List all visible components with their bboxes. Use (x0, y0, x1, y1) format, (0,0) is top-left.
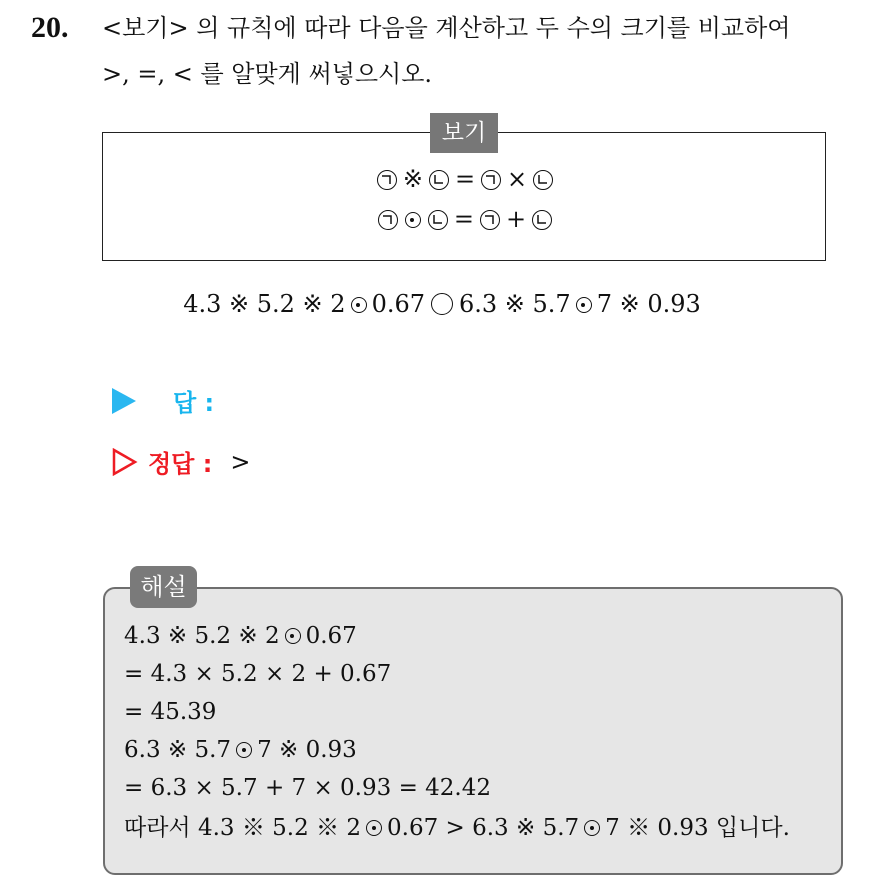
expression-left-part2: 0.67 (371, 290, 425, 318)
circled-dot-operator-icon (576, 297, 592, 313)
question-text-line1: <보기> 의 규칙에 따라 다음을 계산하고 두 수의 크기를 비교하여 (102, 14, 791, 42)
expression-right-part2: 7 ※ 0.93 (596, 290, 701, 318)
circled-nieun-icon (429, 170, 449, 190)
solution-line-4-part1: 6.3 ※ 5.7 (124, 737, 232, 763)
circled-nieun-icon (532, 210, 552, 230)
rule-equals: = (453, 205, 474, 233)
play-arrow-icon (112, 388, 136, 414)
answer-blank-circle[interactable] (431, 293, 453, 315)
example-rule-add (103, 203, 827, 235)
solution-line-2: = 4.3 × 5.2 × 2 + 0.67 (124, 661, 392, 687)
circled-dot-operator-icon (285, 628, 301, 644)
solution-line-1-part1: 4.3 ※ 5.2 ※ 2 (124, 623, 280, 649)
rule-operator: ※ (402, 165, 423, 193)
circled-nieun-icon (428, 210, 448, 230)
solution-line-1 (124, 620, 357, 652)
hollow-arrow-icon (112, 448, 138, 476)
circled-dot-operator-icon (236, 742, 252, 758)
solution-line-6-part1: 따라서 4.3 ※ 5.2 ※ 2 (124, 815, 361, 841)
circled-nieun-icon (533, 170, 553, 190)
answer-label: 답 : (173, 389, 215, 417)
solution-line-1-part2: 0.67 (305, 623, 357, 649)
circled-dot-operator-icon (405, 212, 421, 228)
circled-dot-operator-icon (366, 820, 382, 836)
answer-row (112, 383, 214, 418)
question-text-line2: >, =, < 를 알맞게 써넣으시오. (102, 60, 433, 88)
circled-giyeok-icon (378, 210, 398, 230)
example-tab-label: 보기 (430, 113, 498, 153)
solution-tab-label: 해설 (130, 566, 197, 608)
circled-dot-operator-icon (584, 820, 600, 836)
circled-giyeok-icon (481, 170, 501, 190)
circled-giyeok-icon (480, 210, 500, 230)
comparison-expression (0, 286, 884, 322)
solution-line-6-part3: 7 ※ 0.93 입니다. (605, 815, 790, 841)
expression-left-part1: 4.3 ※ 5.2 ※ 2 (183, 290, 346, 318)
solution-line-4-part2: 7 ※ 0.93 (257, 737, 357, 763)
example-rule-multiply (103, 163, 827, 195)
rule-times: × (507, 165, 528, 193)
solution-line-4 (124, 734, 357, 766)
solution-line-6-part2: 0.67 > 6.3 ※ 5.7 (387, 815, 580, 841)
correct-answer-row (112, 444, 250, 479)
rule-equals: = (454, 165, 476, 193)
circled-dot-operator-icon (351, 297, 367, 313)
solution-line-5: = 6.3 × 5.7 + 7 × 0.93 = 42.42 (124, 775, 492, 801)
solution-line-3: = 45.39 (124, 699, 217, 725)
correct-answer-label: 정답 : (148, 450, 213, 478)
correct-answer-value: > (230, 447, 251, 476)
solution-line-6 (124, 812, 790, 844)
question-number: 20. (31, 11, 69, 44)
circled-giyeok-icon (377, 170, 397, 190)
expression-right-part1: 6.3 ※ 5.7 (459, 290, 571, 318)
rule-plus: + (506, 205, 527, 233)
